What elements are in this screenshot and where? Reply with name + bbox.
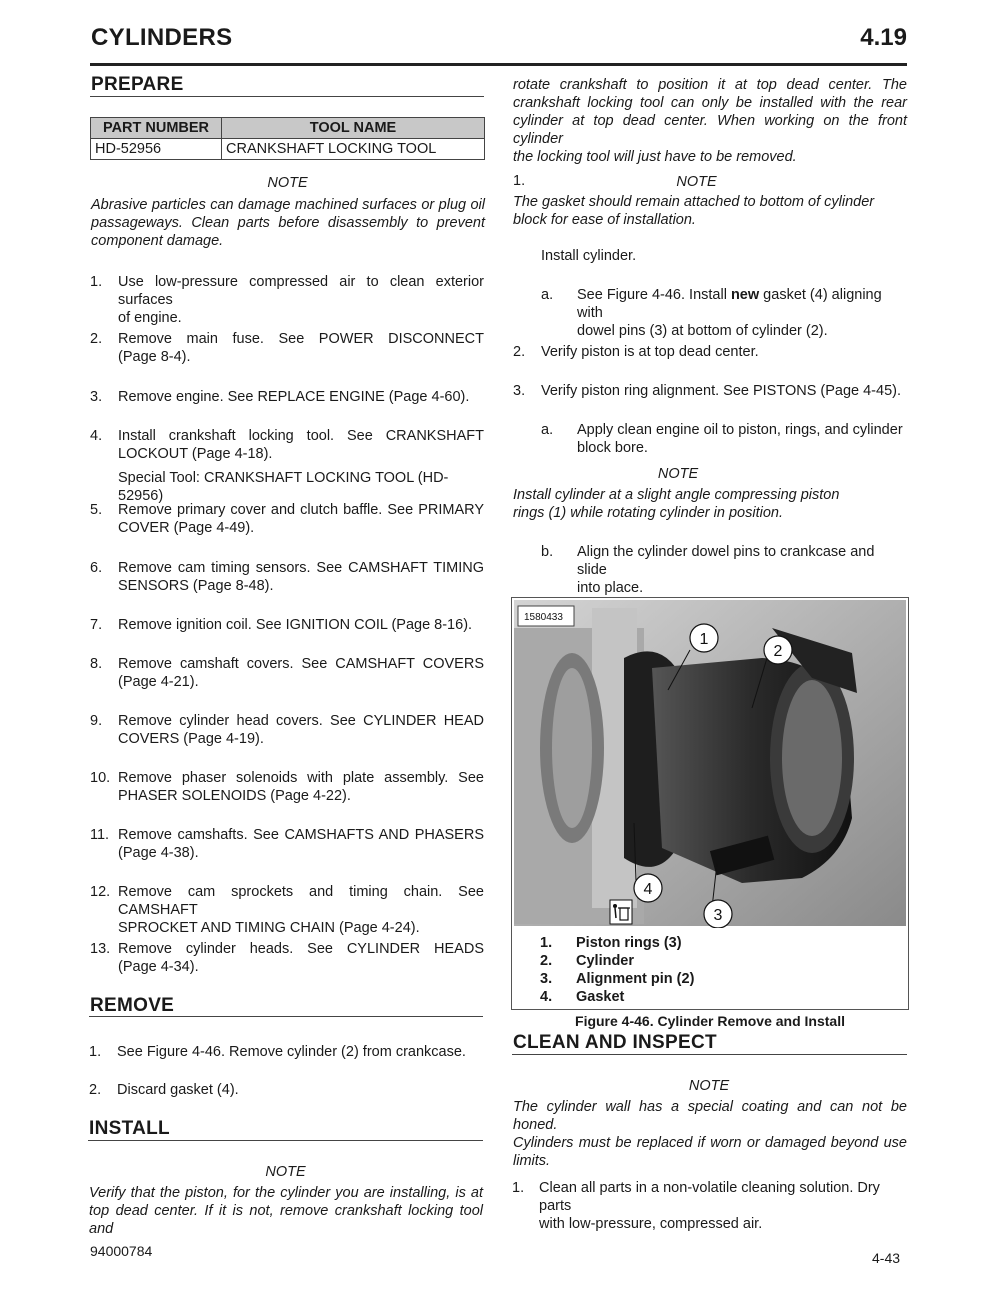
- clean-rule: [512, 1054, 907, 1055]
- clean-note-title: NOTE: [688, 1078, 730, 1094]
- install-rule: [88, 1140, 483, 1141]
- substep-letter: b.: [541, 544, 554, 560]
- clean-heading: CLEAN AND INSPECT: [513, 1032, 717, 1053]
- substep-text: Apply clean engine oil to piston, rings, and cylinder block bore.: [577, 422, 903, 456]
- step-line: Remove ignition coil. See IGNITION COIL (Page 8-16).: [118, 617, 473, 633]
- step-line: (Page 4-34).: [118, 959, 199, 975]
- note-line: Cylinders must be replaced if worn or damaged beyond use: [513, 1135, 907, 1151]
- substep-letter: a.: [541, 287, 554, 303]
- step-line: Remove phaser solenoids with plate assembly. See: [118, 770, 484, 786]
- prepare-rule: [90, 96, 484, 97]
- note-line: passageways. Clean parts before disassembly to prevent: [91, 215, 485, 231]
- list-item: [541, 286, 907, 339]
- remove-heading: REMOVE: [90, 995, 175, 1016]
- step-line: COVER (Page 4-49).: [118, 520, 255, 536]
- install-step-1-number: 1.: [513, 173, 526, 189]
- step-line: Remove primary cover and clutch baffle. See PRIMARY: [118, 502, 484, 518]
- note-line: Verify that the piston, for the cylinder you are installing, is at: [89, 1185, 483, 1201]
- substep-text: Align the cylinder dowel pins to crankcase and slide into place.: [577, 544, 875, 596]
- step-line: Remove camshaft covers. See CAMSHAFT COVERS: [118, 656, 484, 672]
- prepare-heading: PREPARE: [91, 74, 184, 95]
- callout-4: 4: [643, 881, 653, 898]
- install-note-part1: [89, 1184, 483, 1238]
- callout-1: 1: [699, 631, 709, 648]
- figure-frame: [511, 597, 909, 1010]
- figure-caption: Figure 4-46. Cylinder Remove and Install: [575, 1013, 845, 1029]
- step-text: [118, 883, 484, 937]
- legend-item: 1. Piston rings (3): [540, 935, 682, 951]
- header-rule: [90, 63, 907, 66]
- note-line: The gasket should remain attached to bottom of cylinder: [513, 194, 875, 210]
- remove-rule: [89, 1016, 483, 1017]
- install-step-1-text: Install cylinder.: [541, 248, 637, 264]
- note-line: rings (1) while rotating cylinder in position.: [513, 505, 783, 521]
- step-number: 1.: [90, 274, 103, 290]
- step-number: 1.: [512, 1180, 525, 1196]
- step-number: 3.: [90, 389, 103, 405]
- step-number: 4.: [90, 428, 103, 444]
- step-text: Verify piston ring alignment. See PISTONS (Page 4-45).: [541, 383, 901, 399]
- step-line: Remove cam timing sensors. See CAMSHAFT TIMING: [118, 560, 484, 576]
- install-note2-title: NOTE: [676, 174, 717, 190]
- note-line: Install cylinder at a slight angle compressing piston: [513, 487, 840, 503]
- step-text: [118, 469, 484, 505]
- step-line: of engine.: [118, 310, 182, 326]
- step-line: Install crankshaft locking tool. See CRANKSHAFT: [118, 428, 484, 444]
- step-text: [118, 655, 484, 691]
- table-header-part-number: PART NUMBER: [91, 118, 222, 139]
- step-number: 10.: [90, 770, 111, 786]
- install-note-title: NOTE: [265, 1164, 306, 1180]
- list-item: [541, 543, 907, 596]
- note-line: top dead center. If it is not, remove crankshaft locking tool and: [89, 1203, 483, 1237]
- step-line: (Page 4-21).: [118, 674, 199, 690]
- step-text: [118, 559, 484, 595]
- image-id-label: 1580433: [524, 612, 563, 623]
- clean-note: [513, 1098, 907, 1170]
- step-text: [118, 940, 484, 976]
- table-cell-part-number: HD-52956: [91, 139, 222, 160]
- step-number: 13.: [90, 941, 111, 957]
- step-line: SPROCKET AND TIMING CHAIN (Page 4-24).: [118, 920, 420, 936]
- step-text: [118, 427, 484, 463]
- page-number: 4-43: [872, 1250, 901, 1266]
- list-item: [512, 1179, 907, 1232]
- step-text: [118, 769, 484, 805]
- cylinder-photo: [512, 598, 908, 928]
- step-text: See Figure 4-46. Remove cylinder (2) from crankcase.: [117, 1044, 466, 1060]
- install-note-part2: [513, 76, 907, 166]
- step-number: 9.: [90, 713, 103, 729]
- doc-number: 94000784: [90, 1243, 153, 1259]
- step-text: [118, 273, 484, 327]
- step-number: 3.: [513, 383, 526, 399]
- step-text: Clean all parts in a non-volatile cleaning solution. Dry parts with low-pressure, compressed air.: [539, 1180, 880, 1232]
- page-title: CYLINDERS: [91, 24, 233, 51]
- step-text: [118, 826, 484, 862]
- step-line: Remove camshafts. See CAMSHAFTS AND PHASERS: [118, 827, 484, 843]
- list-item: [541, 421, 907, 457]
- step-line: Remove cam sprockets and timing chain. See CAMSHAFT: [118, 884, 484, 918]
- step-text: Verify piston is at top dead center.: [541, 344, 759, 360]
- step-text: [118, 388, 484, 406]
- legend-item: 2. Cylinder: [540, 953, 635, 969]
- step-line: LOCKOUT (Page 4-18).: [118, 446, 273, 462]
- section-number: 4.19: [860, 24, 907, 51]
- note-line: rotate crankshaft to position it at top dead center. The: [513, 77, 907, 93]
- prepare-note-title: NOTE: [267, 175, 308, 191]
- step-line: COVERS (Page 4-19).: [118, 731, 264, 747]
- step-number: 7.: [90, 617, 103, 633]
- install-heading: INSTALL: [89, 1118, 170, 1139]
- install-note2: [513, 193, 907, 229]
- step-number: 12.: [90, 884, 111, 900]
- table-cell-tool-name: CRANKSHAFT LOCKING TOOL: [222, 139, 485, 160]
- install-note3-title: NOTE: [657, 466, 699, 482]
- discard-icon: [610, 900, 632, 924]
- step-line: SENSORS (Page 8-48).: [118, 578, 274, 594]
- step-line: Remove engine. See REPLACE ENGINE (Page 4-60).: [118, 389, 470, 405]
- step-line: (Page 4-38).: [118, 845, 199, 861]
- step-line: Remove cylinder head covers. See CYLINDER HEAD: [118, 713, 484, 729]
- note-line: cylinder at top dead center. When working on the front cylinder: [513, 113, 907, 147]
- step-number: 5.: [90, 502, 103, 518]
- note-line: The cylinder wall has a special coating and can not be honed.: [513, 1099, 907, 1133]
- note-line: crankshaft locking tool can only be installed with the rear: [513, 95, 907, 111]
- step-number: 2.: [89, 1082, 102, 1098]
- step-line: Remove main fuse. See POWER DISCONNECT: [118, 331, 484, 347]
- tools-table: [90, 117, 485, 160]
- note-line: component damage.: [91, 233, 224, 249]
- step-line: Use low-pressure compressed air to clean exterior surfaces: [118, 274, 484, 308]
- step-line: (Page 8-4).: [118, 349, 191, 365]
- step-text: Discard gasket (4).: [117, 1082, 239, 1098]
- table-header-tool-name: TOOL NAME: [222, 118, 485, 139]
- install-note3: [513, 486, 907, 522]
- step-number: 11.: [90, 827, 110, 843]
- step-number: 6.: [90, 560, 103, 576]
- step-number: 2.: [513, 344, 526, 360]
- note-line: block for ease of installation.: [513, 212, 696, 228]
- note-line: limits.: [513, 1153, 551, 1169]
- step-text: [118, 616, 484, 634]
- step-line: Special Tool: CRANKSHAFT LOCKING TOOL (HD-52956): [118, 470, 449, 504]
- note-line: Abrasive particles can damage machined surfaces or plug oil: [91, 197, 485, 213]
- callout-3: 3: [713, 907, 723, 924]
- substep-text: See Figure 4-46. Install new gasket (4) aligning with dowel pins (3) at bottom of cylinder (2).: [577, 287, 882, 339]
- callout-2: 2: [773, 643, 783, 660]
- step-text: [118, 330, 484, 366]
- legend-item: 4. Gasket: [540, 989, 625, 1005]
- figure-legend: [540, 934, 694, 1006]
- table-row: [91, 139, 485, 160]
- step-text: [118, 501, 484, 537]
- note-line: the locking tool will just have to be removed.: [513, 149, 797, 165]
- prepare-note: [91, 196, 485, 250]
- step-text: [118, 712, 484, 748]
- step-line: PHASER SOLENOIDS (Page 4-22).: [118, 788, 351, 804]
- step-number: 2.: [90, 331, 103, 347]
- step-number: 1.: [89, 1044, 102, 1060]
- substep-letter: a.: [541, 422, 554, 438]
- legend-item: 3. Alignment pin (2): [540, 971, 695, 987]
- step-number: 8.: [90, 656, 103, 672]
- step-line: Remove cylinder heads. See CYLINDER HEADS: [118, 941, 484, 957]
